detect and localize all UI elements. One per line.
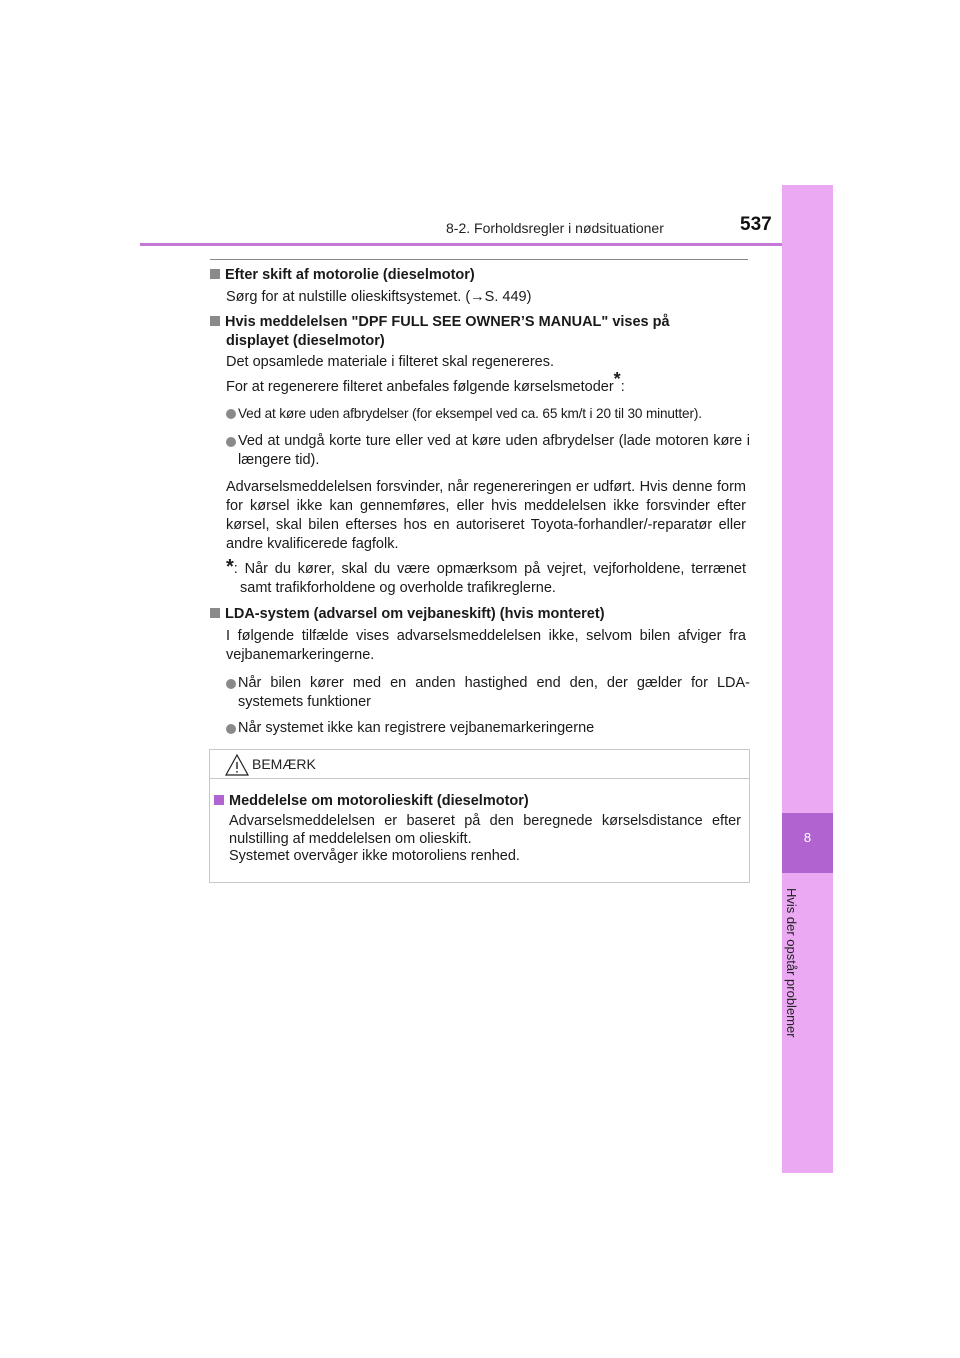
section-title: 8-2. Forholdsregler i nødsituationer bbox=[446, 220, 664, 236]
content-top-rule bbox=[210, 259, 748, 260]
chapter-number: 8 bbox=[803, 830, 812, 845]
section-lda bbox=[210, 605, 750, 665]
round-bullet-icon bbox=[226, 437, 236, 447]
dpf-footnote: *: Når du kører, skal du være opmærksom på vejret, vejforholdene, terrænet samt trafikforholdene og overholde trafikreglerne. bbox=[226, 556, 746, 596]
notice-divider bbox=[209, 778, 750, 779]
footnote-marker: * bbox=[226, 556, 234, 578]
warning-triangle-icon bbox=[224, 753, 250, 777]
square-bullet-icon bbox=[210, 316, 220, 326]
section-text: Sørg for at nulstille olieskiftsystemet. (→S. 449) bbox=[226, 289, 532, 305]
square-bullet-icon bbox=[214, 795, 224, 805]
section-oil-change bbox=[210, 266, 750, 307]
footnote-marker: * bbox=[613, 369, 621, 390]
lda-bullet-1: Når bilen kører med en anden hastighed end den, der gælder for LDA-systemets funktioner bbox=[238, 675, 750, 710]
chapter-title-text: Hvis der opstår problemer bbox=[784, 888, 799, 1038]
section-heading: Hvis meddelelsen "DPF FULL SEE OWNER’S MANUAL" vises på bbox=[210, 313, 750, 332]
dpf-bullet-1: Ved at køre uden afbrydelser (for eksempel ved ca. 65 km/t i 20 til 30 minutter). bbox=[238, 406, 702, 421]
dpf-text-2: For at regenerere filteret anbefales følgende kørselsmetoder*: bbox=[226, 369, 625, 395]
section-dpf-full bbox=[210, 313, 750, 351]
header-rule bbox=[140, 243, 832, 246]
lda-bullet-2: Når systemet ikke kan registrere vejbanemarkeringerne bbox=[238, 720, 595, 736]
section-heading-cont: displayet (dieselmotor) bbox=[226, 333, 385, 349]
page-number: 537 bbox=[740, 214, 772, 235]
notice-content bbox=[214, 792, 744, 811]
notice-heading: Meddelelse om motorolieskift (dieselmotor) bbox=[229, 793, 529, 809]
round-bullet-icon bbox=[226, 409, 236, 419]
section-heading: Efter skift af motorolie (dieselmotor) bbox=[210, 266, 750, 285]
round-bullet-icon bbox=[226, 679, 236, 689]
notice-text: Advarselsmeddelelsen er baseret på den beregnede kørselsdistance efter nulstilling af meddelelsen om olieskift. Systemet overvåger ikke motoroliens renhed. bbox=[229, 813, 741, 864]
square-bullet-icon bbox=[210, 269, 220, 279]
dpf-text-1: Det opsamlede materiale i filteret skal regenereres. bbox=[226, 354, 555, 370]
dpf-bullet-2: Ved at undgå korte ture eller ved at køre uden afbrydelser (lade motoren køre i længere tid). bbox=[238, 433, 750, 468]
section-text: I følgende tilfælde vises advarselsmeddelelsen ikke, selvom bilen afviger fra vejbanemarkeringerne. bbox=[226, 628, 746, 663]
square-bullet-icon bbox=[210, 608, 220, 618]
notice-title: BEMÆRK bbox=[252, 756, 316, 772]
chapter-title bbox=[776, 888, 816, 1158]
section-heading: LDA-system (advarsel om vejbaneskift) (hvis monteret) bbox=[210, 605, 750, 624]
round-bullet-icon bbox=[226, 724, 236, 734]
dpf-paragraph: Advarselsmeddelelsen forsvinder, når regenereringen er udført. Hvis denne form for kørsel ikke kan gennemføres, eller hvis meddelelsen ikke forsvinder efter kørsel, skal bilen efterses hos en autoriseret Toyota-forhandler/-reparatør eller andre kvalificerede fagfolk. bbox=[226, 479, 746, 552]
